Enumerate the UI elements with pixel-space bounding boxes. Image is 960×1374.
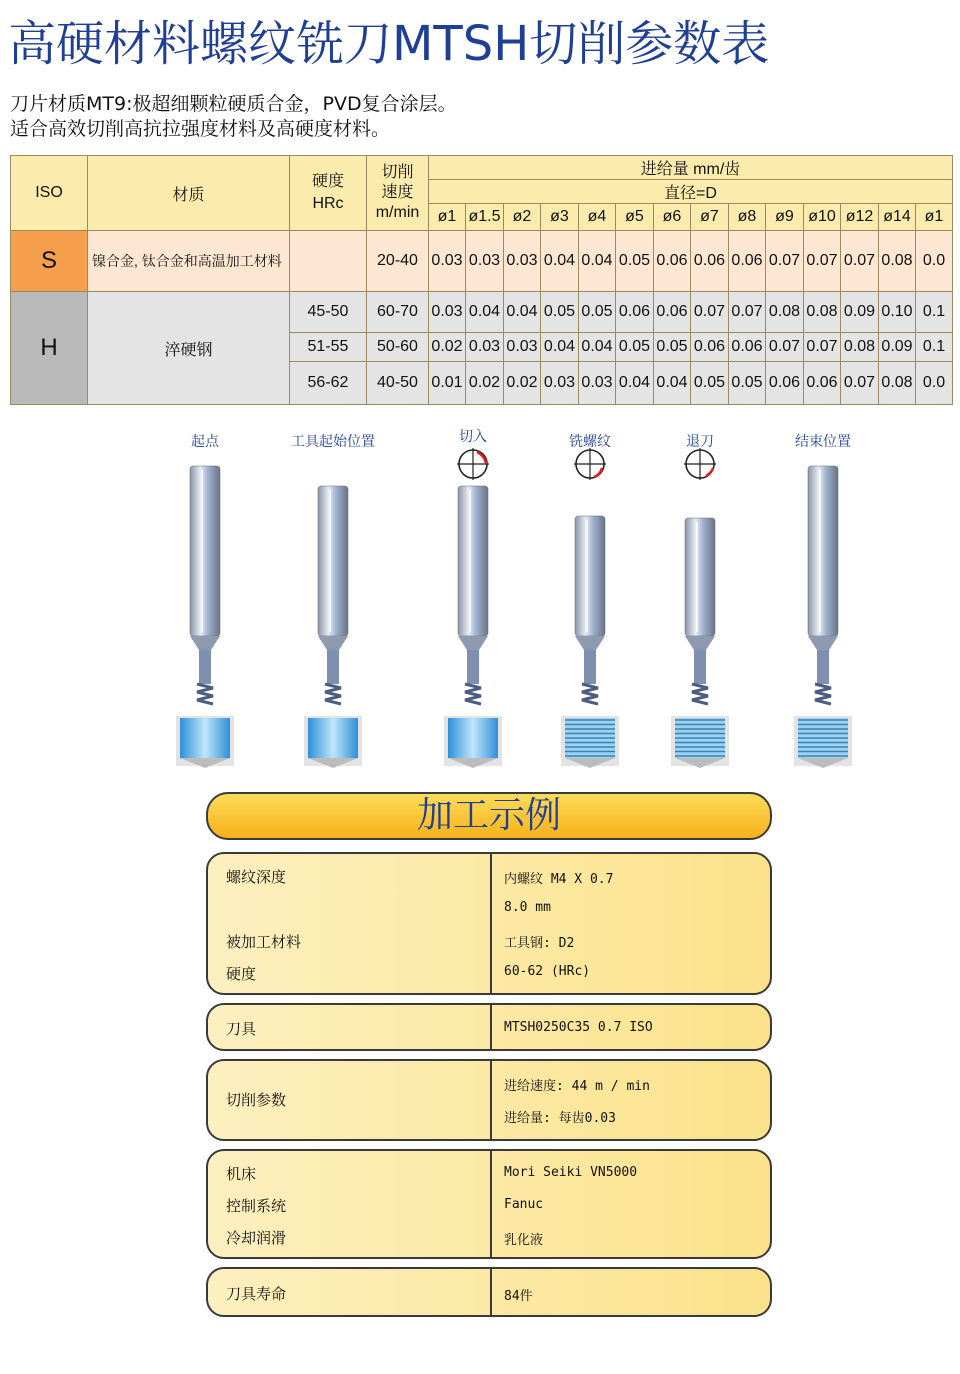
example-box-machine bbox=[206, 1149, 772, 1259]
header-diameter-cell: ø5 bbox=[616, 204, 654, 231]
tool-path-circle-icon bbox=[682, 446, 718, 482]
feed-cell: 0.06 bbox=[691, 231, 729, 292]
feed-cell: 0.07 bbox=[691, 292, 729, 333]
feed-cell: 0.03 bbox=[466, 231, 504, 292]
feed-cell: 0.02 bbox=[466, 362, 504, 405]
header-feed: 进给量 mm/齿 bbox=[429, 156, 953, 180]
box-divider bbox=[490, 854, 492, 993]
tool-path-circle-icon bbox=[572, 446, 608, 482]
feed-cell: 0.04 bbox=[466, 292, 504, 333]
value-machine: Mori Seiki VN5000 bbox=[504, 1165, 638, 1180]
value-thread: 内螺纹 M4 X 0.7 bbox=[504, 872, 614, 887]
label-cutting-params: 切削参数 bbox=[226, 1091, 287, 1109]
feed-cell: 0.05 bbox=[579, 292, 616, 333]
feed-cell: 0.1 bbox=[916, 292, 953, 333]
step-label: 结束位置 bbox=[795, 434, 851, 450]
box-divider bbox=[490, 1151, 492, 1257]
box-divider bbox=[490, 1005, 492, 1049]
header-iso: ISO bbox=[11, 156, 88, 231]
label-workpiece-material: 被加工材料 bbox=[226, 933, 302, 951]
feed-cell: 0.04 bbox=[541, 231, 579, 292]
feed-cell: 0.04 bbox=[541, 333, 579, 362]
table-row bbox=[11, 292, 953, 333]
value-tool-life: 84件 bbox=[504, 1289, 533, 1304]
tool-path-circle-icon bbox=[455, 446, 491, 482]
header-diameter-cell: ø1.5 bbox=[466, 204, 504, 231]
header-diameter-cell: ø1 bbox=[916, 204, 953, 231]
feed-cell: 0.05 bbox=[616, 231, 654, 292]
header-diameter-cell: ø14 bbox=[879, 204, 916, 231]
feed-cell: 0.02 bbox=[504, 362, 541, 405]
subtitle-line-1: 刀片材质MT9:极超细颗粒硬质合金，PVD复合涂层。 bbox=[10, 93, 457, 115]
feed-cell: 0.07 bbox=[766, 333, 804, 362]
hardness-cell: 56-62 bbox=[290, 362, 367, 405]
feed-cell: 0.06 bbox=[654, 231, 691, 292]
tool-illustration bbox=[160, 446, 250, 776]
feed-cell: 0.0 bbox=[916, 362, 953, 405]
header-row bbox=[11, 156, 953, 180]
hardness-cell bbox=[290, 231, 367, 292]
feed-cell: 0.07 bbox=[729, 292, 766, 333]
workpiece-threaded bbox=[561, 716, 619, 768]
tool-illustration bbox=[545, 446, 635, 776]
feed-cell: 0.05 bbox=[616, 333, 654, 362]
cutting-parameter-table bbox=[10, 155, 953, 405]
header-diameter-cell: ø8 bbox=[729, 204, 766, 231]
feed-cell: 0.08 bbox=[879, 231, 916, 292]
feed-cell: 0.04 bbox=[579, 231, 616, 292]
value-control: Fanuc bbox=[504, 1197, 544, 1212]
example-heading: 加工示例 bbox=[416, 795, 561, 836]
workpiece-threaded bbox=[671, 716, 729, 768]
feed-cell: 0.06 bbox=[691, 333, 729, 362]
workpiece-blank bbox=[444, 716, 502, 768]
feed-cell: 0.03 bbox=[579, 362, 616, 405]
feed-cell: 0.03 bbox=[541, 362, 579, 405]
workpiece-threaded bbox=[794, 716, 852, 768]
feed-cell: 0.06 bbox=[729, 333, 766, 362]
feed-cell: 0.07 bbox=[841, 231, 879, 292]
feed-cell: 0.08 bbox=[841, 333, 879, 362]
tool-illustration bbox=[288, 446, 378, 776]
value-hardness: 60-62 (HRc) bbox=[504, 964, 591, 979]
example-box-life bbox=[206, 1267, 772, 1317]
example-box-cutting bbox=[206, 1059, 772, 1141]
step-label: 工具起始位置 bbox=[291, 434, 375, 450]
feed-cell: 0.03 bbox=[504, 231, 541, 292]
value-feed-per-tooth: 进给量: 每齿0.03 bbox=[504, 1111, 616, 1126]
feed-cell: 0.04 bbox=[654, 362, 691, 405]
feed-cell: 0.08 bbox=[879, 362, 916, 405]
label-coolant: 冷却润滑 bbox=[226, 1229, 287, 1247]
box-divider bbox=[490, 1269, 492, 1315]
header-material: 材质 bbox=[88, 156, 290, 231]
feed-cell: 0.07 bbox=[804, 231, 841, 292]
feed-cell: 0.05 bbox=[729, 362, 766, 405]
example-box-thread bbox=[206, 852, 772, 995]
feed-cell: 0.07 bbox=[766, 231, 804, 292]
header-speed-line1: 切削 bbox=[381, 164, 414, 181]
speed-cell: 20-40 bbox=[367, 231, 429, 292]
value-feed-speed: 进给速度: 44 m / min bbox=[504, 1079, 650, 1094]
step-label: 切入 bbox=[459, 429, 487, 445]
speed-cell: 40-50 bbox=[367, 362, 429, 405]
material-cell: 淬硬钢 bbox=[88, 292, 290, 405]
label-tool: 刀具 bbox=[226, 1020, 257, 1038]
feed-cell: 0.0 bbox=[916, 231, 953, 292]
feed-cell: 0.06 bbox=[616, 292, 654, 333]
header-speed-line3: m/min bbox=[375, 204, 420, 221]
step-label: 起点 bbox=[191, 434, 219, 450]
feed-cell: 0.01 bbox=[429, 362, 466, 405]
tool-illustration bbox=[428, 446, 518, 776]
header-diameter-cell: ø4 bbox=[579, 204, 616, 231]
workpiece-blank bbox=[176, 716, 234, 768]
feed-cell: 0.05 bbox=[654, 333, 691, 362]
feed-cell: 0.04 bbox=[579, 333, 616, 362]
subtitle-line-2: 适合高效切削高抗拉强度材料及高硬度材料。 bbox=[10, 118, 391, 140]
header-hardness bbox=[290, 156, 367, 231]
example-heading-bar bbox=[206, 792, 772, 840]
value-tool: MTSH0250C35 0.7 ISO bbox=[504, 1020, 653, 1035]
feed-cell: 0.08 bbox=[804, 292, 841, 333]
iso-cell: H bbox=[11, 292, 88, 405]
feed-cell: 0.03 bbox=[429, 231, 466, 292]
header-hardness-line2: HRc bbox=[312, 195, 344, 212]
tool-illustration bbox=[655, 446, 745, 776]
header-hardness-line1: 硬度 bbox=[311, 173, 344, 190]
feed-cell: 0.10 bbox=[879, 292, 916, 333]
header-diameter: 直径=D bbox=[429, 180, 953, 204]
header-diameter-cell: ø9 bbox=[766, 204, 804, 231]
feed-cell: 0.03 bbox=[466, 333, 504, 362]
material-cell: 镍合金, 钛合金和高温加工材料 bbox=[88, 231, 290, 292]
feed-cell: 0.04 bbox=[504, 292, 541, 333]
header-diameter-cell: ø6 bbox=[654, 204, 691, 231]
speed-cell: 50-60 bbox=[367, 333, 429, 362]
step-label: 退刀 bbox=[686, 434, 714, 450]
feed-cell: 0.09 bbox=[841, 292, 879, 333]
value-material: 工具钢: D2 bbox=[504, 936, 575, 951]
feed-cell: 0.06 bbox=[804, 362, 841, 405]
page-title: 高硬材料螺纹铣刀MTSH切削参数表 bbox=[8, 16, 770, 72]
feed-cell: 0.03 bbox=[504, 333, 541, 362]
feed-cell: 0.06 bbox=[729, 231, 766, 292]
header-diameter-cell: ø3 bbox=[541, 204, 579, 231]
header-speed bbox=[367, 156, 429, 231]
feed-cell: 0.08 bbox=[766, 292, 804, 333]
label-thread-depth: 螺纹深度 bbox=[226, 868, 287, 886]
feed-cell: 0.07 bbox=[804, 333, 841, 362]
speed-cell: 60-70 bbox=[367, 292, 429, 333]
header-diameter-cell: ø7 bbox=[691, 204, 729, 231]
label-tool-life: 刀具寿命 bbox=[226, 1285, 287, 1303]
tool-illustration bbox=[778, 446, 868, 776]
header-diameter-cell: ø1 bbox=[429, 204, 466, 231]
label-control: 控制系统 bbox=[226, 1197, 287, 1215]
iso-cell: S bbox=[11, 231, 88, 292]
example-box-tool bbox=[206, 1003, 772, 1051]
header-diameter-cell: ø2 bbox=[504, 204, 541, 231]
table-row bbox=[11, 231, 953, 292]
feed-cell: 0.07 bbox=[841, 362, 879, 405]
feed-cell: 0.02 bbox=[429, 333, 466, 362]
box-divider bbox=[490, 1061, 492, 1139]
value-depth: 8.0 mm bbox=[504, 900, 551, 915]
header-diameter-cell: ø12 bbox=[841, 204, 879, 231]
feed-cell: 0.05 bbox=[691, 362, 729, 405]
hardness-cell: 45-50 bbox=[290, 292, 367, 333]
hardness-cell: 51-55 bbox=[290, 333, 367, 362]
feed-cell: 0.04 bbox=[616, 362, 654, 405]
value-coolant: 乳化液 bbox=[504, 1233, 544, 1248]
workpiece-blank bbox=[304, 716, 362, 768]
feed-cell: 0.06 bbox=[654, 292, 691, 333]
label-machine: 机床 bbox=[226, 1165, 257, 1183]
step-label: 铣螺纹 bbox=[569, 434, 611, 450]
label-hardness: 硬度 bbox=[226, 965, 257, 983]
feed-cell: 0.05 bbox=[541, 292, 579, 333]
feed-cell: 0.09 bbox=[879, 333, 916, 362]
header-speed-line2: 速度 bbox=[381, 184, 414, 201]
feed-cell: 0.06 bbox=[766, 362, 804, 405]
feed-cell: 0.03 bbox=[429, 292, 466, 333]
header-diameter-cell: ø10 bbox=[804, 204, 841, 231]
feed-cell: 0.1 bbox=[916, 333, 953, 362]
